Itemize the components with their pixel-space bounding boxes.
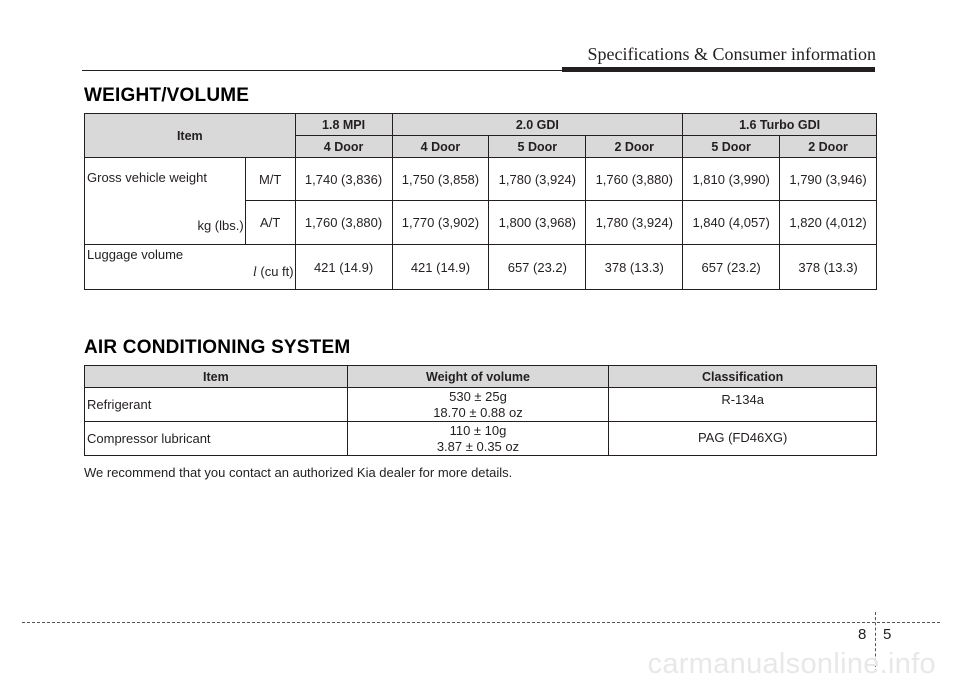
page-number: 5 <box>883 626 892 643</box>
transmission-label: A/T <box>245 201 295 245</box>
gross-weight-cell <box>85 158 246 245</box>
page-header-title: Specifications & Consumer information <box>587 44 876 64</box>
table-cell: 421 (14.9) <box>392 245 489 290</box>
table-cell: 657 (23.2) <box>489 245 586 290</box>
table-row <box>85 422 877 456</box>
door-header: 5 Door <box>489 136 586 158</box>
engine-header: 1.6 Turbo GDI <box>683 114 877 136</box>
table-row <box>85 158 877 201</box>
transmission-label: M/T <box>245 158 295 201</box>
table-cell: 1,780 (3,924) <box>489 158 586 201</box>
gross-weight-label: Gross vehicle weight <box>87 170 207 185</box>
table-cell: 1,770 (3,902) <box>392 201 489 245</box>
door-header: 4 Door <box>295 136 392 158</box>
ac-weight-imperial: 18.70 ± 0.88 oz <box>433 404 523 420</box>
table-cell: 1,750 (3,858) <box>392 158 489 201</box>
table-cell: 1,780 (3,924) <box>586 201 683 245</box>
ac-column-header: Weight of volume <box>347 366 609 388</box>
table-cell: 1,810 (3,990) <box>683 158 780 201</box>
door-header: 2 Door <box>780 136 877 158</box>
ac-item-cell: Refrigerant <box>85 388 348 422</box>
table-cell: 378 (13.3) <box>586 245 683 290</box>
ac-classification-cell: PAG (FD46XG) <box>609 422 877 456</box>
luggage-volume-unit <box>253 264 294 281</box>
table-cell: 1,800 (3,968) <box>489 201 586 245</box>
ac-weight-cell <box>347 388 609 422</box>
luggage-volume-cell <box>85 245 296 290</box>
table-cell: 1,760 (3,880) <box>295 201 392 245</box>
table-row <box>85 245 877 290</box>
engine-header: 1.8 MPI <box>295 114 392 136</box>
liter-symbol: l <box>252 265 257 280</box>
door-header: 4 Door <box>392 136 489 158</box>
gross-weight-unit: kg (lbs.) <box>197 218 244 233</box>
ac-weight-imperial: 3.87 ± 0.35 oz <box>436 438 520 454</box>
header-rule-accent <box>562 67 875 72</box>
air-conditioning-table <box>84 365 877 456</box>
door-header: 2 Door <box>586 136 683 158</box>
weight-volume-heading: WEIGHT/VOLUME <box>84 85 250 106</box>
ac-classification-cell: R-134a <box>609 388 877 422</box>
ac-column-header: Classification <box>609 366 877 388</box>
item-header: Item <box>85 114 296 158</box>
engine-header: 2.0 GDI <box>392 114 683 136</box>
table-cell: 1,840 (4,057) <box>683 201 780 245</box>
table-cell: 1,760 (3,880) <box>586 158 683 201</box>
table-cell: 1,790 (3,946) <box>780 158 877 201</box>
footer-rule <box>22 622 940 623</box>
table-cell: 1,820 (4,012) <box>780 201 877 245</box>
table-cell: 1,740 (3,836) <box>295 158 392 201</box>
air-conditioning-heading: AIR CONDITIONING SYSTEM <box>84 337 351 358</box>
weight-volume-table <box>84 113 877 290</box>
table-row <box>85 388 877 422</box>
dealer-note: We recommend that you contact an authorized Kia dealer for more details. <box>84 465 513 480</box>
ac-column-header: Item <box>85 366 348 388</box>
watermark: carmanualsonline.info <box>647 648 936 680</box>
door-header: 5 Door <box>683 136 780 158</box>
table-cell: 657 (23.2) <box>683 245 780 290</box>
luggage-volume-label: Luggage volume <box>87 247 184 262</box>
luggage-unit-text: (cu ft) <box>260 264 294 279</box>
chapter-number: 8 <box>858 626 867 643</box>
table-cell: 378 (13.3) <box>780 245 877 290</box>
ac-weight-cell <box>347 422 609 456</box>
ac-weight-metric: 110 ± 10g <box>449 422 507 438</box>
table-cell: 421 (14.9) <box>295 245 392 290</box>
ac-weight-metric: 530 ± 25g <box>449 388 507 404</box>
ac-item-cell: Compressor lubricant <box>85 422 348 456</box>
